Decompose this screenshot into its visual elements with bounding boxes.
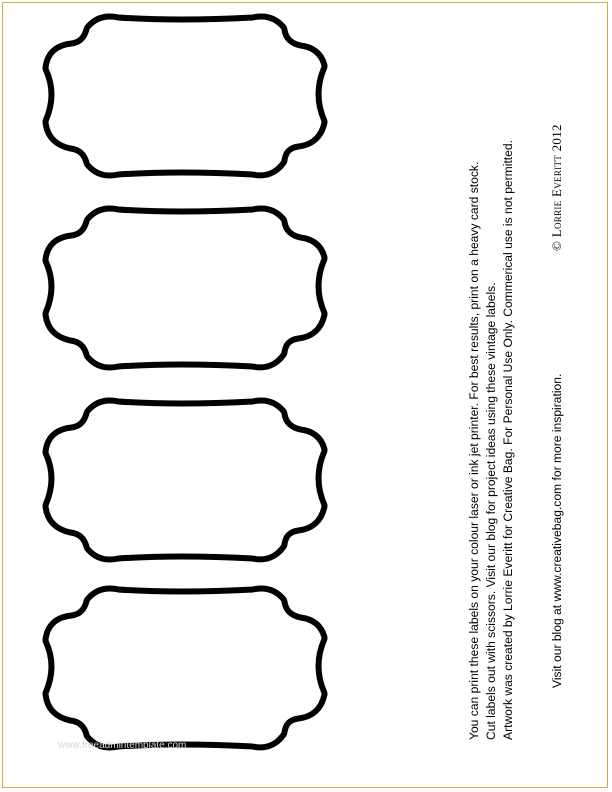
copyright-notice: © Lorrie Everitt 2012 [549,124,564,251]
vintage-label-4 [50,593,320,743]
vintage-label-2 [50,213,320,363]
instruction-line-3: Artwork was created by Lorrie Everitt for Creative Bag. For Personal Use Only. Commerical use is not permitted. [501,140,515,740]
vintage-label-1 [50,21,320,171]
watermark-text: www.freeadmintemplate.com [58,740,187,751]
instruction-line-1: You can print these labels on your colour laser or ink jet printer. For best results, print on a heavy card stock. [467,161,481,740]
vintage-label-3 [50,405,320,555]
blog-link-text: Visit our blog at www.creativebag.com for more inspiration. [550,373,564,688]
instruction-line-2: Cut labels out with scissors. Visit our blog for project ideas using these vintage labels. [484,282,498,740]
